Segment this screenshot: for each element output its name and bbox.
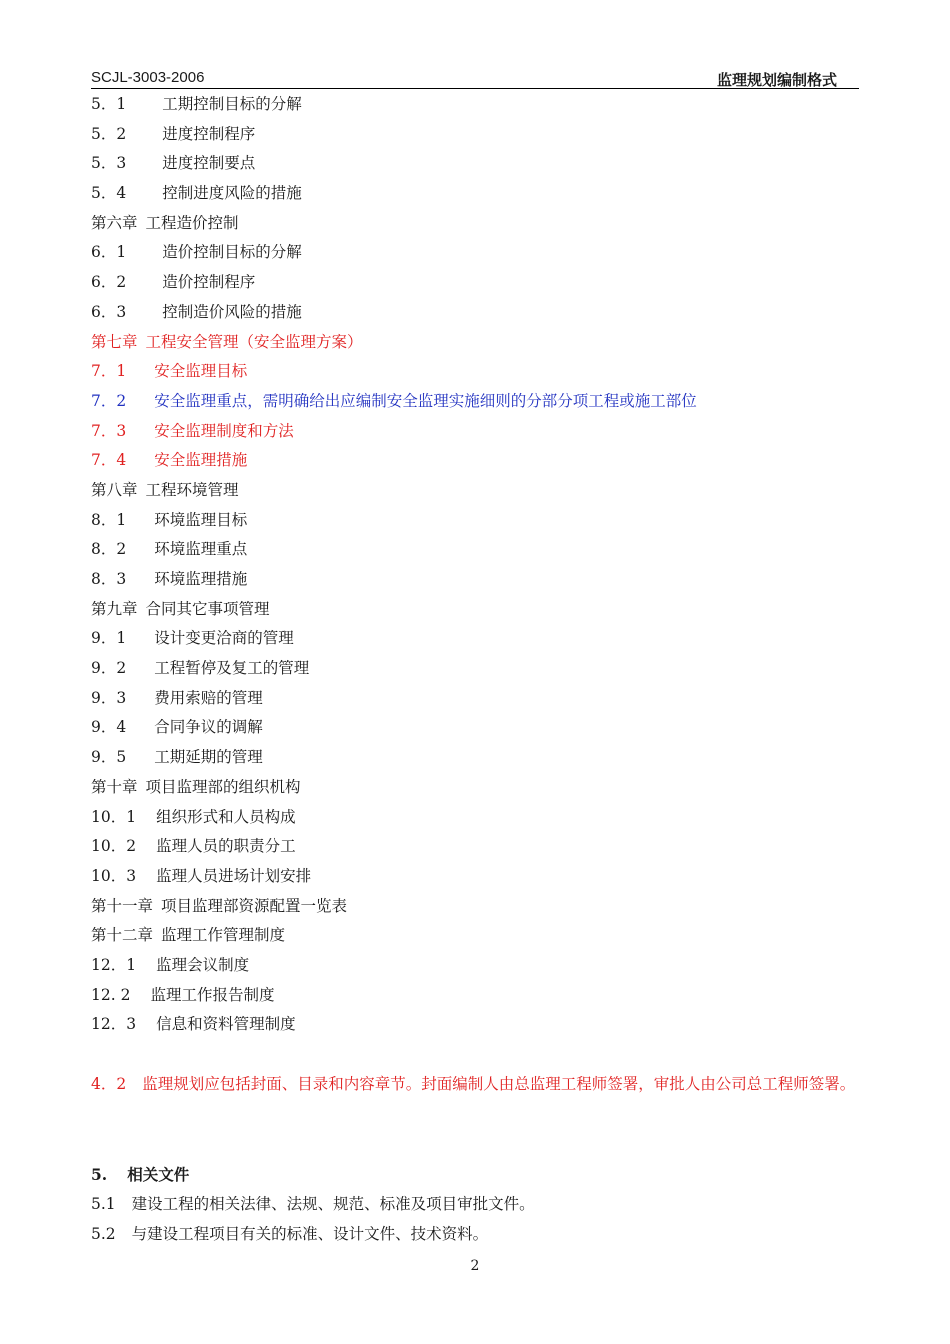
toc-item-number: 6．3 <box>91 302 127 321</box>
toc-item-number: 8．2 <box>91 540 127 559</box>
toc-item-text: 工期控制目标的分解 <box>162 95 302 113</box>
related-file-text: 建设工程的相关法律、法规、规范、标准及项目审批文件。 <box>131 1195 535 1213</box>
toc-item-number: 第八章 <box>91 480 138 499</box>
toc-item-number: 12. 2 <box>91 985 131 1004</box>
toc-item <box>91 773 859 803</box>
toc-item-number: 9．1 <box>91 629 127 648</box>
toc-item <box>91 357 859 387</box>
toc-item <box>91 238 859 268</box>
toc-item-number: 7．3 <box>91 421 127 440</box>
toc-item-text: 项目监理部资源配置一览表 <box>161 896 348 915</box>
toc-item <box>91 446 859 476</box>
toc-item <box>91 90 859 120</box>
document-title: 监理规划编制格式 <box>716 71 837 89</box>
toc-item-text: 安全监理目标 <box>154 362 248 381</box>
toc-item <box>91 892 859 922</box>
toc-item-number: 6．2 <box>91 273 127 292</box>
toc-item-text: 安全监理重点，需明确给出应编制安全监理实施细则的分部分项工程或施工部位 <box>154 391 697 410</box>
toc-item-text: 项目监理部的组织机构 <box>145 777 301 796</box>
toc-item-text: 工程暂停及复工的管理 <box>154 659 310 678</box>
toc-item <box>91 120 859 150</box>
toc-item-number: 第十一章 <box>91 896 154 915</box>
toc-item-number: 5．1 <box>91 95 127 113</box>
toc-item-text: 安全监理制度和方法 <box>154 421 294 440</box>
note-paragraph <box>91 1069 861 1099</box>
toc-item <box>91 684 859 714</box>
toc-item <box>91 328 859 358</box>
toc-item <box>91 506 859 536</box>
toc-item-text: 监理人员进场计划安排 <box>156 866 312 885</box>
section-heading <box>91 1161 189 1189</box>
toc-item <box>91 1010 859 1040</box>
toc-item-text: 进度控制程序 <box>162 124 256 143</box>
page-header <box>91 66 859 89</box>
toc-item-text: 合同争议的调解 <box>154 718 263 737</box>
toc-item-number: 5．4 <box>91 184 127 203</box>
toc-item-text: 设计变更洽商的管理 <box>154 629 294 648</box>
toc-item-number: 9．2 <box>91 659 127 678</box>
toc-item-text: 控制进度风险的措施 <box>162 184 302 203</box>
toc-item <box>91 565 859 595</box>
toc-item <box>91 951 859 981</box>
section-heading-number: 5. <box>91 1165 108 1184</box>
toc-item-number: 7．1 <box>91 362 127 381</box>
toc-item-number: 7．2 <box>91 391 127 410</box>
toc-item <box>91 387 859 417</box>
toc-item-number: 9．4 <box>91 718 127 737</box>
toc-item-number: 10．1 <box>91 807 137 826</box>
toc-item-number: 第九章 <box>91 599 138 618</box>
toc-item-number: 10．3 <box>91 866 137 885</box>
toc-item <box>91 981 859 1011</box>
toc-item <box>91 832 859 862</box>
toc-item-text: 费用索赔的管理 <box>154 688 263 707</box>
toc-item <box>91 209 859 239</box>
document-code: SCJL-3003-2006 <box>91 69 205 86</box>
toc-item-number: 12．1 <box>91 955 137 974</box>
toc-item-number: 第十二章 <box>91 926 154 945</box>
toc-item-text: 控制造价风险的措施 <box>162 302 302 321</box>
toc-item-number: 5．2 <box>91 124 127 143</box>
note-number: 4．2 <box>91 1075 127 1093</box>
toc-item <box>91 862 859 892</box>
toc-item <box>91 803 859 833</box>
toc-item-number: 12．3 <box>91 1015 137 1034</box>
toc-item-text: 监理工作报告制度 <box>150 985 275 1004</box>
toc-item-text: 监理工作管理制度 <box>161 926 286 945</box>
toc-item-number: 9．5 <box>91 748 127 767</box>
toc-item-number: 5．3 <box>91 154 127 173</box>
toc-item-text: 造价控制目标的分解 <box>162 243 302 262</box>
toc-item-text: 组织形式和人员构成 <box>156 807 296 826</box>
toc-item-number: 8．1 <box>91 510 127 529</box>
related-file-item <box>91 1220 535 1250</box>
toc-item <box>91 417 859 447</box>
toc-item-number: 第七章 <box>91 332 138 351</box>
section-heading-text: 相关文件 <box>127 1165 190 1184</box>
toc-item-text: 工程环境管理 <box>145 480 239 499</box>
toc-item-number: 7．4 <box>91 451 127 470</box>
toc-item-number: 10．2 <box>91 837 137 856</box>
toc-item <box>91 535 859 565</box>
table-of-contents <box>91 90 859 1040</box>
related-file-item <box>91 1190 535 1220</box>
toc-item <box>91 654 859 684</box>
toc-item-text: 工程安全管理（安全监理方案） <box>145 332 363 351</box>
toc-item-text: 安全监理措施 <box>154 451 248 470</box>
toc-item <box>91 268 859 298</box>
toc-item-text: 监理会议制度 <box>156 955 250 974</box>
toc-item <box>91 476 859 506</box>
toc-item-text: 合同其它事项管理 <box>145 599 270 618</box>
toc-item <box>91 921 859 951</box>
related-files-list <box>91 1190 535 1249</box>
toc-item-number: 8．3 <box>91 570 127 588</box>
toc-item <box>91 298 859 328</box>
toc-item-text: 环境监理措施 <box>154 570 248 588</box>
toc-item <box>91 713 859 743</box>
toc-item-text: 造价控制程序 <box>162 273 256 292</box>
related-file-text: 与建设工程项目有关的标准、设计文件、技术资料。 <box>131 1224 489 1243</box>
toc-item-text: 工程造价控制 <box>145 213 239 232</box>
toc-item-number: 第六章 <box>91 213 138 232</box>
toc-item-text: 工期延期的管理 <box>154 748 263 767</box>
toc-item <box>91 743 859 773</box>
toc-item <box>91 149 859 179</box>
toc-item <box>91 179 859 209</box>
toc-item-number: 6．1 <box>91 243 127 262</box>
toc-item-text: 进度控制要点 <box>162 154 256 173</box>
related-file-number: 5.2 <box>91 1224 116 1243</box>
toc-item <box>91 624 859 654</box>
toc-item-text: 环境监理目标 <box>154 510 248 529</box>
toc-item-number: 第十章 <box>91 777 138 796</box>
toc-item <box>91 595 859 625</box>
toc-item-text: 环境监理重点 <box>154 540 248 559</box>
toc-item-text: 信息和资料管理制度 <box>156 1015 296 1034</box>
page-number: 2 <box>470 1258 480 1274</box>
toc-item-text: 监理人员的职责分工 <box>156 837 296 856</box>
toc-item-number: 9．3 <box>91 688 127 707</box>
related-file-number: 5.1 <box>91 1195 116 1213</box>
note-text: 监理规划应包括封面、目录和内容章节。封面编制人由总监理工程师签署，审批人由公司总工程师签署。 <box>142 1075 856 1093</box>
